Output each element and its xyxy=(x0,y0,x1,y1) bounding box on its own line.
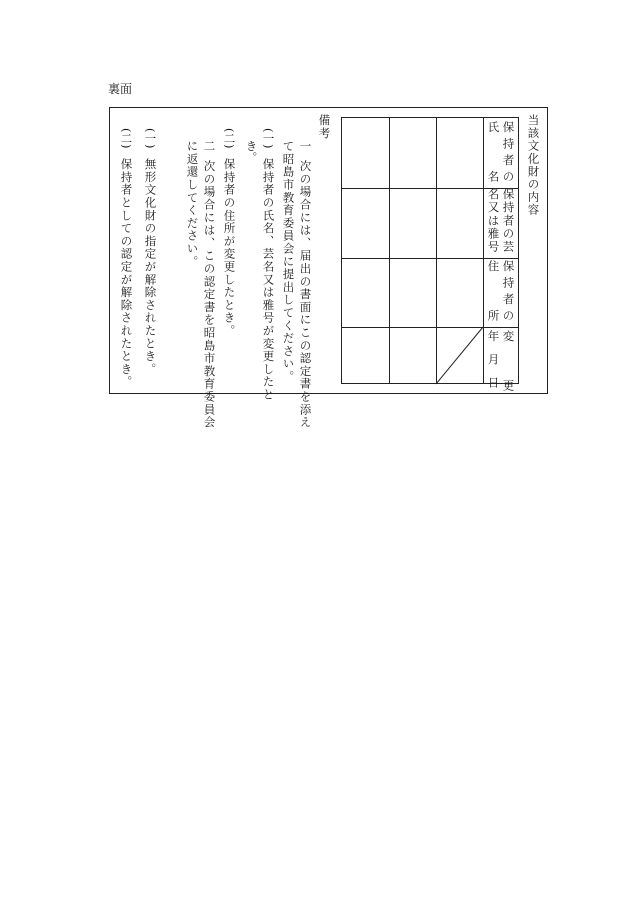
table-row-divider xyxy=(342,327,518,328)
note1-sub1-marker: (一) xyxy=(261,128,276,149)
page-heading: 裏面 xyxy=(108,82,133,96)
notes-title: 備考 xyxy=(317,114,332,140)
row-label-artname-line1: 保持者の芸 xyxy=(501,188,516,254)
note1-sub2-text: 保持者の住所が変更したとき。 xyxy=(222,158,237,338)
row-label-change-date-line2: 年 月 日 xyxy=(486,330,501,392)
note2-sub2-text: 保持者としての認定が解除されたとき。 xyxy=(119,158,134,389)
row-label-holder-name-line2: 氏 名 xyxy=(486,121,501,187)
note1-sub1-line1: 保持者の氏名、芸名又は雅号が変更したと xyxy=(261,158,276,402)
note1-sub1-line2: き。 xyxy=(244,140,259,163)
table-row-divider xyxy=(342,258,518,259)
note2-line1: 次の場合には、この認定書を昭島市教育委員会 xyxy=(202,160,217,429)
note2-marker: 二 xyxy=(202,140,217,152)
note2-sub1-text: 無形文化財の指定が解除されたとき。 xyxy=(143,158,158,376)
row-label-address-line2: 住 所 xyxy=(486,260,501,326)
row-label-change-date-line1: 変 更 xyxy=(501,330,516,396)
table-column-divider xyxy=(483,118,484,383)
row-label-holder-name-line1: 保持者の xyxy=(501,121,516,187)
note2-sub2-marker: (二) xyxy=(119,128,134,149)
table-title: 当該文化財の内容 xyxy=(526,114,541,217)
note1-sub2-marker: (二) xyxy=(222,128,237,149)
table-column-divider xyxy=(389,118,390,383)
diagonal-strike-line xyxy=(436,327,483,384)
note2-line2: に返還してください。 xyxy=(185,140,200,268)
note1-marker: 一 xyxy=(298,140,313,152)
row-label-artname-line2: 名又は雅号 xyxy=(486,188,501,254)
note1-line2: て昭島市教育委員会に提出してください。 xyxy=(281,140,296,384)
row-label-address-line1: 保持者の xyxy=(501,260,516,326)
note2-sub1-marker: (一) xyxy=(143,128,158,149)
note1-line1: 次の場合には、届出の書面にこの認定書を添え xyxy=(298,160,313,429)
